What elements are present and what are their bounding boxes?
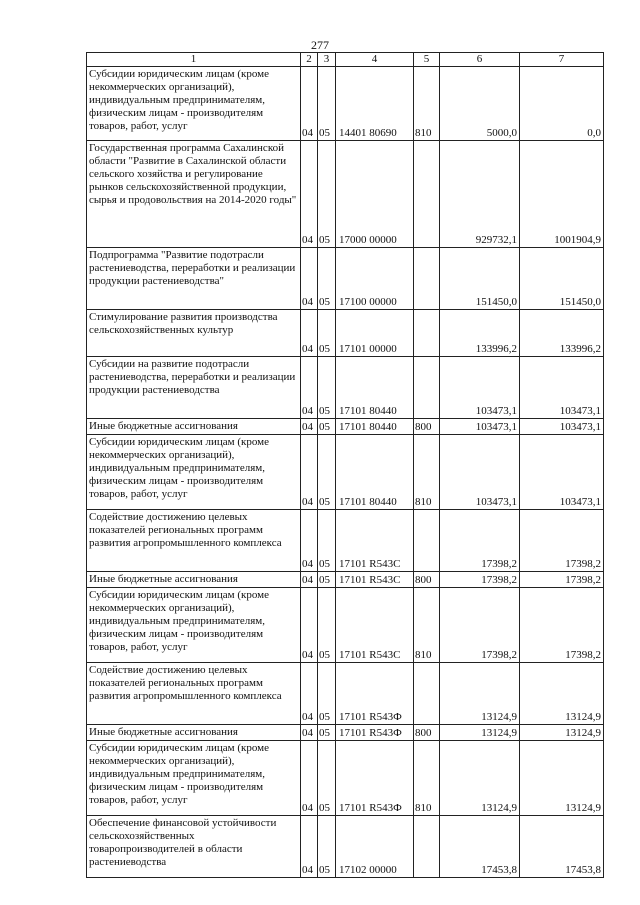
row-target-code: 17101 80440 xyxy=(336,357,414,419)
row-name: Иные бюджетные ассигнования xyxy=(87,572,301,588)
row-amount-6: 103473,1 xyxy=(440,435,520,510)
row-section: 04 xyxy=(301,248,318,310)
row-name: Обеспечение финансовой устойчивости сельскохозяйственных товаропроизводителей в области растениеводства xyxy=(87,816,301,878)
row-amount-6: 103473,1 xyxy=(440,357,520,419)
row-expense-type xyxy=(414,357,440,419)
row-target-code: 17000 00000 xyxy=(336,141,414,248)
row-amount-6: 17398,2 xyxy=(440,510,520,572)
row-section: 04 xyxy=(301,663,318,725)
row-amount-6: 13124,9 xyxy=(440,663,520,725)
row-subsection: 05 xyxy=(318,419,336,435)
row-subsection: 05 xyxy=(318,816,336,878)
row-section: 04 xyxy=(301,816,318,878)
row-target-code: 17100 00000 xyxy=(336,248,414,310)
row-expense-type: 800 xyxy=(414,725,440,741)
row-name: Иные бюджетные ассигнования xyxy=(87,725,301,741)
row-expense-type xyxy=(414,663,440,725)
row-name: Субсидии юридическим лицам (кроме некоммерческих организаций), индивидуальным предпринимателям, физическим лицам - производителям товаров, работ, услуг xyxy=(87,741,301,816)
row-target-code: 17101 R543Ф xyxy=(336,741,414,816)
table-row xyxy=(87,248,604,310)
row-amount-7: 103473,1 xyxy=(520,435,604,510)
table-row xyxy=(87,663,604,725)
row-amount-6: 5000,0 xyxy=(440,67,520,141)
row-name: Иные бюджетные ассигнования xyxy=(87,419,301,435)
row-target-code: 17101 R543Ф xyxy=(336,663,414,725)
row-amount-7: 13124,9 xyxy=(520,725,604,741)
row-subsection: 05 xyxy=(318,67,336,141)
row-section: 04 xyxy=(301,419,318,435)
table-row xyxy=(87,510,604,572)
row-amount-7: 13124,9 xyxy=(520,741,604,816)
row-name: Субсидии юридическим лицам (кроме некоммерческих организаций), индивидуальным предпринимателям, физическим лицам - производителям товаров, работ, услуг xyxy=(87,435,301,510)
row-subsection: 05 xyxy=(318,357,336,419)
row-amount-7: 17398,2 xyxy=(520,572,604,588)
header-col-6: 6 xyxy=(440,53,520,67)
row-subsection: 05 xyxy=(318,663,336,725)
row-target-code: 17101 R543С xyxy=(336,588,414,663)
table-row xyxy=(87,572,604,588)
row-target-code: 14401 80690 xyxy=(336,67,414,141)
row-target-code: 17101 R543Ф xyxy=(336,725,414,741)
row-name: Государственная программа Сахалинской области "Развитие в Сахалинской области сельского хозяйства и регулирование рынков сельскохозяйственной продукции, сырья и продовольствия на 2014-2020 годы" xyxy=(87,141,301,248)
row-expense-type xyxy=(414,141,440,248)
row-amount-6: 13124,9 xyxy=(440,725,520,741)
row-subsection: 05 xyxy=(318,248,336,310)
row-amount-7: 103473,1 xyxy=(520,357,604,419)
row-expense-type xyxy=(414,816,440,878)
row-subsection: 05 xyxy=(318,741,336,816)
row-amount-7: 17398,2 xyxy=(520,588,604,663)
row-section: 04 xyxy=(301,357,318,419)
table-row xyxy=(87,435,604,510)
row-expense-type: 810 xyxy=(414,435,440,510)
table-row xyxy=(87,419,604,435)
header-col-1: 1 xyxy=(87,53,301,67)
row-name: Субсидии юридическим лицам (кроме некоммерческих организаций), индивидуальным предпринимателям, физическим лицам - производителям товаров, работ, услуг xyxy=(87,67,301,141)
row-amount-7: 17398,2 xyxy=(520,510,604,572)
row-subsection: 05 xyxy=(318,510,336,572)
row-name: Субсидии на развитие подотрасли растениеводства, переработки и реализации продукции растениеводства xyxy=(87,357,301,419)
header-col-3: 3 xyxy=(318,53,336,67)
row-target-code: 17101 R543С xyxy=(336,510,414,572)
row-expense-type xyxy=(414,510,440,572)
row-amount-6: 13124,9 xyxy=(440,741,520,816)
row-section: 04 xyxy=(301,572,318,588)
row-section: 04 xyxy=(301,510,318,572)
row-expense-type: 810 xyxy=(414,67,440,141)
row-subsection: 05 xyxy=(318,141,336,248)
row-amount-7: 13124,9 xyxy=(520,663,604,725)
row-expense-type xyxy=(414,310,440,357)
row-name: Содействие достижению целевых показателей региональных программ развития агропромышленного комплекса xyxy=(87,510,301,572)
row-subsection: 05 xyxy=(318,588,336,663)
row-section: 04 xyxy=(301,67,318,141)
row-expense-type xyxy=(414,248,440,310)
budget-table xyxy=(86,52,604,878)
row-amount-6: 17398,2 xyxy=(440,572,520,588)
row-name: Содействие достижению целевых показателей региональных программ развития агропромышленного комплекса xyxy=(87,663,301,725)
row-amount-7: 1001904,9 xyxy=(520,141,604,248)
row-amount-6: 151450,0 xyxy=(440,248,520,310)
header-col-2: 2 xyxy=(301,53,318,67)
row-amount-6: 17398,2 xyxy=(440,588,520,663)
header-col-5: 5 xyxy=(414,53,440,67)
row-amount-6: 103473,1 xyxy=(440,419,520,435)
row-amount-7: 17453,8 xyxy=(520,816,604,878)
table-row xyxy=(87,725,604,741)
row-expense-type: 800 xyxy=(414,572,440,588)
row-section: 04 xyxy=(301,588,318,663)
row-amount-6: 17453,8 xyxy=(440,816,520,878)
row-amount-6: 929732,1 xyxy=(440,141,520,248)
table-row xyxy=(87,67,604,141)
row-target-code: 17101 80440 xyxy=(336,419,414,435)
row-target-code: 17101 80440 xyxy=(336,435,414,510)
row-target-code: 17102 00000 xyxy=(336,816,414,878)
row-subsection: 05 xyxy=(318,725,336,741)
row-amount-7: 103473,1 xyxy=(520,419,604,435)
row-amount-7: 0,0 xyxy=(520,67,604,141)
row-target-code: 17101 R543С xyxy=(336,572,414,588)
row-name: Стимулирование развития производства сельскохозяйственных культур xyxy=(87,310,301,357)
row-section: 04 xyxy=(301,435,318,510)
row-amount-7: 133996,2 xyxy=(520,310,604,357)
row-expense-type: 810 xyxy=(414,741,440,816)
row-name: Субсидии юридическим лицам (кроме некоммерческих организаций), индивидуальным предпринимателям, физическим лицам - производителям товаров, работ, услуг xyxy=(87,588,301,663)
row-subsection: 05 xyxy=(318,572,336,588)
table-row xyxy=(87,310,604,357)
table-row xyxy=(87,816,604,878)
row-section: 04 xyxy=(301,741,318,816)
row-target-code: 17101 00000 xyxy=(336,310,414,357)
row-section: 04 xyxy=(301,141,318,248)
table-row xyxy=(87,357,604,419)
header-row xyxy=(87,53,604,67)
table-row xyxy=(87,141,604,248)
row-subsection: 05 xyxy=(318,435,336,510)
row-expense-type: 810 xyxy=(414,588,440,663)
page-number: 277 xyxy=(311,38,329,52)
row-name: Подпрограмма "Развитие подотрасли растениеводства, переработки и реализации продукции растениеводства" xyxy=(87,248,301,310)
table-row xyxy=(87,588,604,663)
table-row xyxy=(87,741,604,816)
header-col-7: 7 xyxy=(520,53,604,67)
row-section: 04 xyxy=(301,310,318,357)
row-expense-type: 800 xyxy=(414,419,440,435)
row-amount-6: 133996,2 xyxy=(440,310,520,357)
row-section: 04 xyxy=(301,725,318,741)
row-amount-7: 151450,0 xyxy=(520,248,604,310)
header-col-4: 4 xyxy=(336,53,414,67)
row-subsection: 05 xyxy=(318,310,336,357)
